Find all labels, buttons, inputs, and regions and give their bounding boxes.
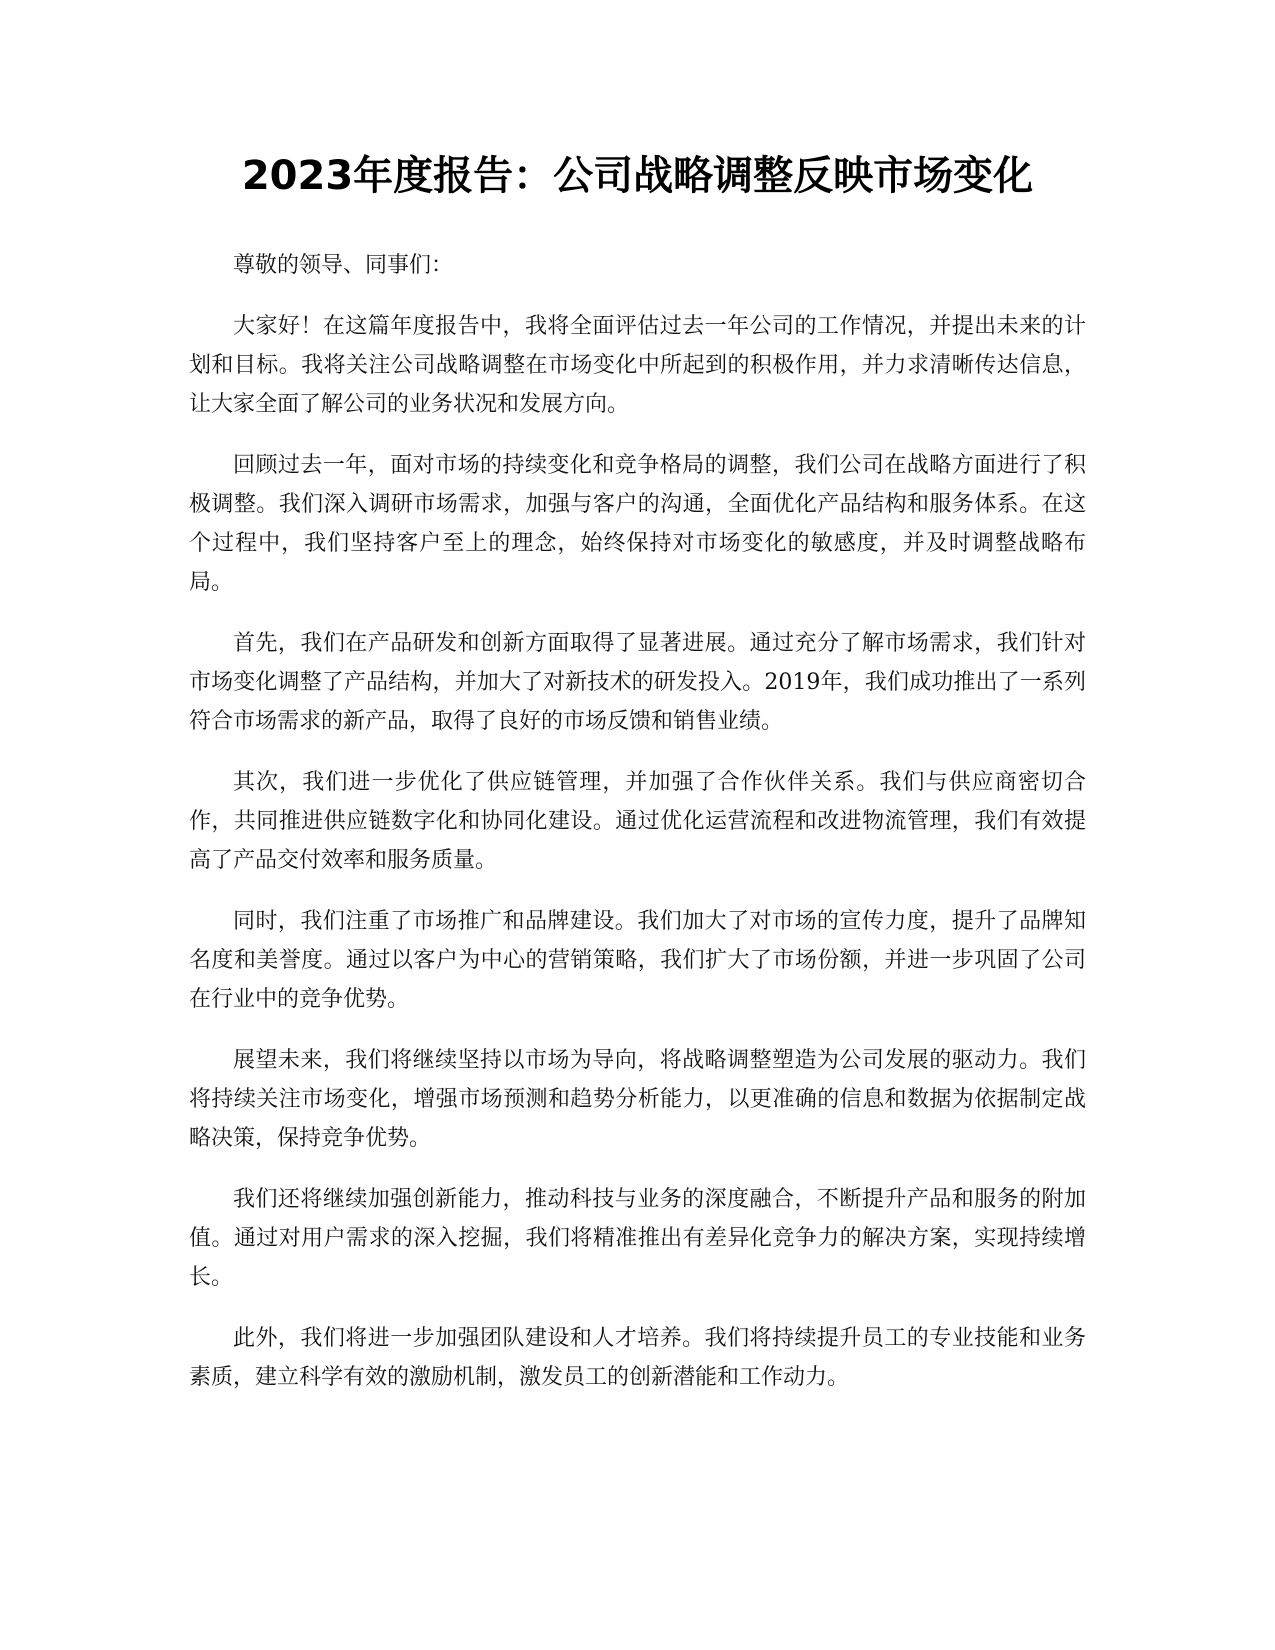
salutation: 尊敬的领导、同事们： bbox=[233, 253, 454, 278]
paragraph-marketing: 同时，我们注重了市场推广和品牌建设。我们加大了对市场的宣传力度，提升了品牌知名度和美誉度。通过以客户为中心的营销策略，我们扩大了市场份额，并进一步巩固了公司在行业中的竞争优势。 bbox=[189, 909, 1086, 1012]
paragraph-team: 此外，我们将进一步加强团队建设和人才培养。我们将持续提升员工的专业技能和业务素质，建立科学有效的激励机制，激发员工的创新潜能和工作动力。 bbox=[189, 1326, 1086, 1390]
paragraph-supply-chain: 其次，我们进一步优化了供应链管理，并加强了合作伙伴关系。我们与供应商密切合作，共同推进供应链数字化和协同化建设。通过优化运营流程和改进物流管理，我们有效提高了产品交付效率和服务质量。 bbox=[189, 770, 1086, 873]
paragraph-outlook: 展望未来，我们将继续坚持以市场为导向，将战略调整塑造为公司发展的驱动力。我们将持续关注市场变化，增强市场预测和趋势分析能力，以更准确的信息和数据为依据制定战略决策，保持竞争优势。 bbox=[189, 1048, 1086, 1151]
paragraph-product-rd: 首先，我们在产品研发和创新方面取得了显著进展。通过充分了解市场需求，我们针对市场变化调整了产品结构，并加大了对新技术的研发投入。2019年，我们成功推出了一系列符合市场需求的新产品，取得了良好的市场反馈和销售业绩。 bbox=[189, 631, 1086, 734]
paragraph-innovation: 我们还将继续加强创新能力，推动科技与业务的深度融合，不断提升产品和服务的附加值。通过对用户需求的深入挖掘，我们将精准推出有差异化竞争力的解决方案，实现持续增长。 bbox=[189, 1187, 1086, 1290]
document-title: 2023年度报告：公司战略调整反映市场变化 bbox=[241, 153, 1034, 199]
paragraph-review: 回顾过去一年，面对市场的持续变化和竞争格局的调整，我们公司在战略方面进行了积极调整。我们深入调研市场需求，加强与客户的沟通，全面优化产品结构和服务体系。在这个过程中，我们坚持客户至上的理念，始终保持对市场变化的敏感度，并及时调整战略布局。 bbox=[189, 453, 1086, 595]
paragraph-greeting: 大家好！在这篇年度报告中，我将全面评估过去一年公司的工作情况，并提出未来的计划和目标。我将关注公司战略调整在市场变化中所起到的积极作用，并力求清晰传达信息，让大家全面了解公司的业务状况和发展方向。 bbox=[189, 314, 1086, 417]
document-body bbox=[189, 246, 1086, 1419]
